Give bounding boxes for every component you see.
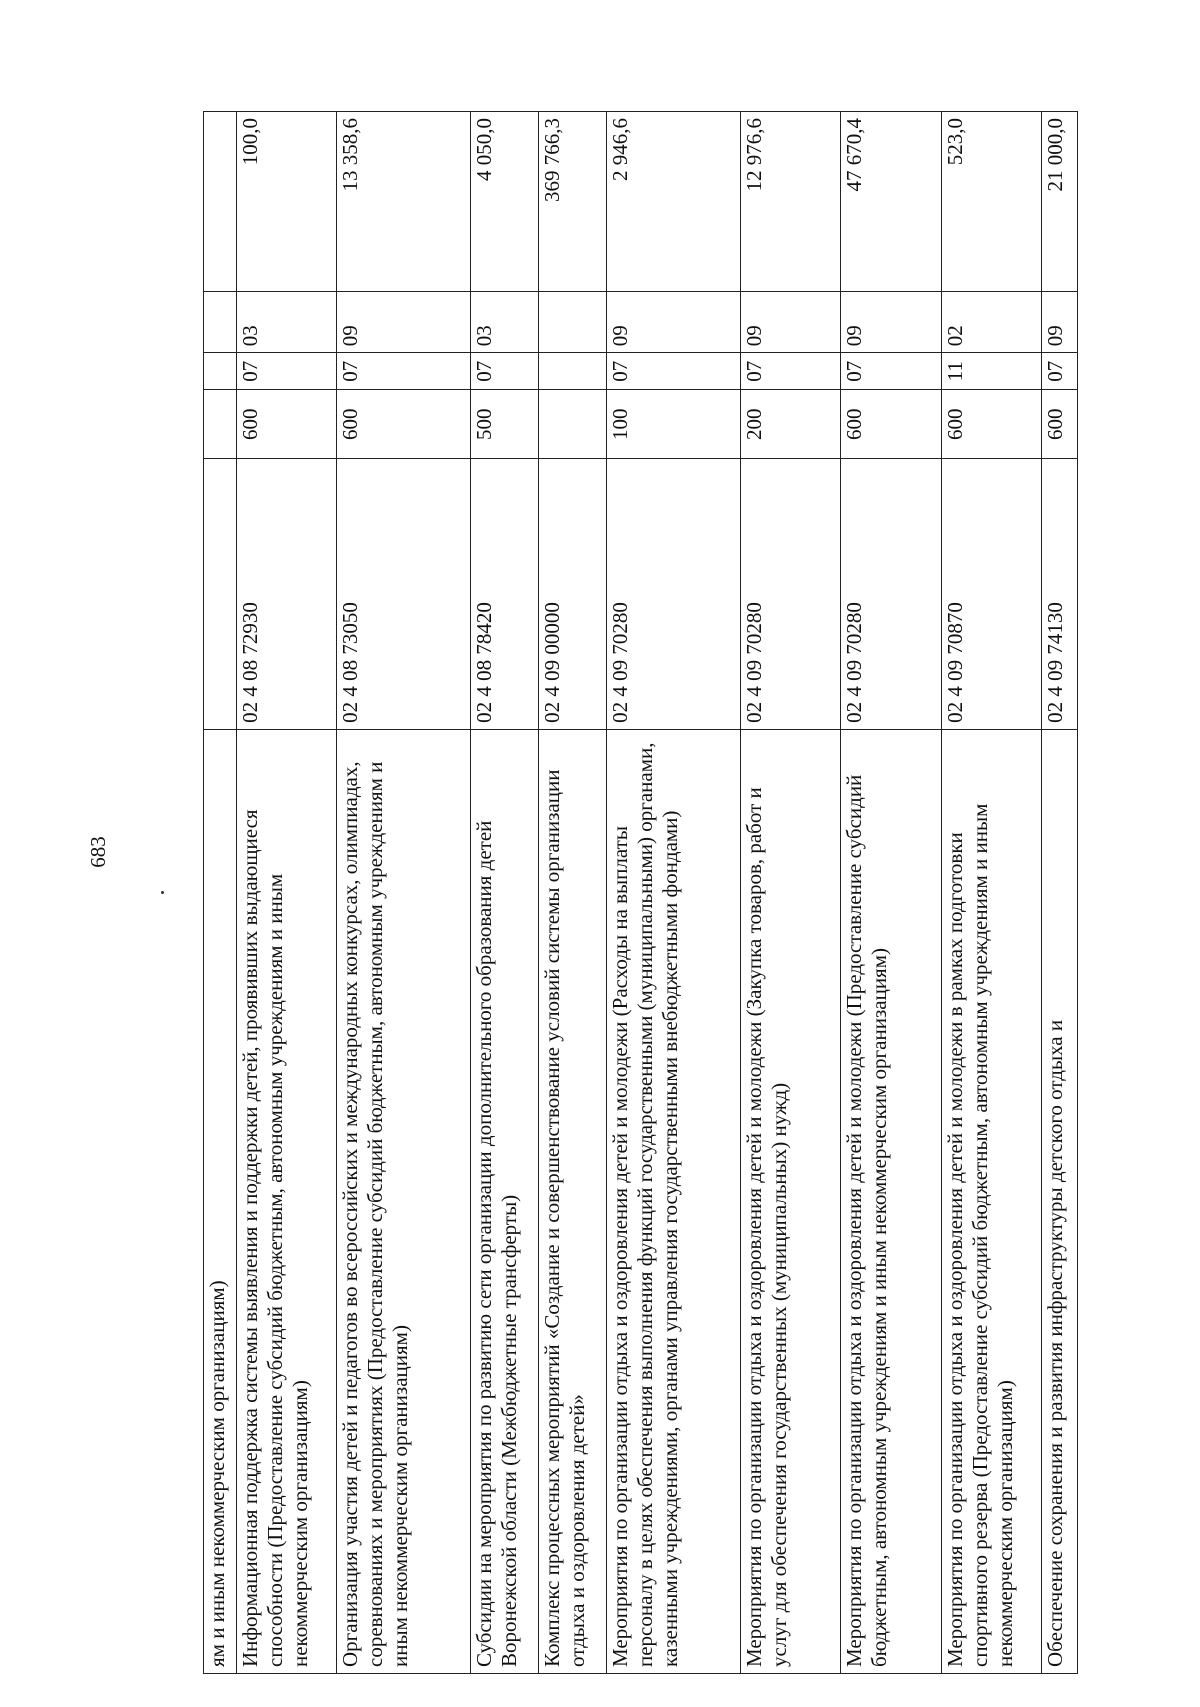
row-section-cell: 07 [606, 353, 740, 390]
row-section-cell: 07 [1041, 353, 1077, 390]
row-code-cell: 02 4 09 70280 [606, 459, 740, 730]
row-section-cell: 07 [471, 353, 539, 390]
row-expense-type-cell: 600 [1041, 390, 1077, 459]
row-code-cell: 02 4 08 78420 [471, 459, 539, 730]
row-sum-cell: 100,0 [236, 112, 336, 292]
row-code-cell: 02 4 08 73050 [337, 459, 471, 730]
budget-table [203, 111, 1078, 1674]
row-name-cell: Мероприятия по организации отдыха и оздоровления детей и молодежи в рамках подготовки спортивного резерва (Предоставление субсидий бюджетным, автономным учреждениям и иным некоммерческим организациям) [941, 729, 1041, 1673]
row-sum-cell: 47 670,4 [841, 112, 941, 292]
row-sum-cell: 4 050,0 [471, 112, 539, 292]
row-code-cell: 02 4 09 70280 [740, 459, 840, 730]
row-expense-type-cell: 600 [941, 390, 1041, 459]
row-expense-type-cell: 600 [841, 390, 941, 459]
row-expense-type-cell: 200 [740, 390, 840, 459]
row-subsection-cell [538, 291, 606, 353]
row-sum-cell [204, 112, 237, 292]
row-section-cell [204, 353, 237, 390]
table-row [471, 112, 539, 1674]
row-subsection-cell: 09 [337, 291, 471, 353]
row-expense-type-cell: 600 [337, 390, 471, 459]
row-section-cell: 07 [740, 353, 840, 390]
row-expense-type-cell: 100 [606, 390, 740, 459]
row-section-cell: 11 [941, 353, 1041, 390]
row-subsection-cell [204, 291, 237, 353]
row-expense-type-cell [204, 390, 237, 459]
row-code-cell: 02 4 09 70870 [941, 459, 1041, 730]
row-code-cell: 02 4 09 74130 [1041, 459, 1077, 730]
row-code-cell [204, 459, 237, 730]
row-name-cell: Мероприятия по организации отдыха и оздоровления детей и молодежи (Закупка товаров, работ и услуг для обеспечения государственных (муниципальных) нужд) [740, 729, 840, 1673]
row-subsection-cell: 09 [740, 291, 840, 353]
table-row [204, 112, 237, 1674]
row-name-cell: Мероприятия по организации отдыха и оздоровления детей и молодежи (Расходы на выплаты персоналу в целях обеспечения выполнения функций государственными (муниципальными) органами, казенными учреждениями, органами управления государственными внебюджетными фондами) [606, 729, 740, 1673]
table-row [337, 112, 471, 1674]
row-expense-type-cell: 600 [236, 390, 336, 459]
row-subsection-cell: 09 [841, 291, 941, 353]
row-name-cell: ям и иным некоммерческим организациям) [204, 729, 237, 1673]
table-row [841, 112, 941, 1674]
row-name-cell: Обеспечение сохранения и развития инфраструктуры детского отдыха и [1041, 729, 1077, 1673]
row-section-cell: 07 [236, 353, 336, 390]
row-sum-cell: 523,0 [941, 112, 1041, 292]
row-name-cell: Субсидии на мероприятия по развитию сети организации дополнительного образования детей Воронежской области (Межбюджетные трансферты) [471, 729, 539, 1673]
row-code-cell: 02 4 08 72930 [236, 459, 336, 730]
row-expense-type-cell [538, 390, 606, 459]
row-name-cell: Информационная поддержка системы выявления и поддержки детей, проявивших выдающиеся способности (Предоставление субсидий бюджетным, автономным учреждениям и иным некоммерческим организациям) [236, 729, 336, 1673]
row-code-cell: 02 4 09 00000 [538, 459, 606, 730]
table-row [1041, 112, 1077, 1674]
row-sum-cell: 21 000,0 [1041, 112, 1077, 292]
row-sum-cell: 2 946,6 [606, 112, 740, 292]
row-name-cell: Комплекс процессных мероприятий «Создание и совершенствование условий системы организации отдыха и оздоровления детей» [538, 729, 606, 1673]
row-code-cell: 02 4 09 70280 [841, 459, 941, 730]
row-sum-cell: 13 358,6 [337, 112, 471, 292]
row-sum-cell: 12 976,6 [740, 112, 840, 292]
table-row [941, 112, 1041, 1674]
table-row [538, 112, 606, 1674]
row-subsection-cell: 02 [941, 291, 1041, 353]
page-number: 683 [86, 836, 110, 868]
row-section-cell: 07 [841, 353, 941, 390]
row-subsection-cell: 03 [471, 291, 539, 353]
row-subsection-cell: 09 [1041, 291, 1077, 353]
row-sum-cell: 369 766,3 [538, 112, 606, 292]
table-row [740, 112, 840, 1674]
row-subsection-cell: 09 [606, 291, 740, 353]
row-name-cell: Организация участия детей и педагогов во всероссийских и международных конкурсах, олимпиадах, соревнованиях и мероприятиях (Предоставление субсидий бюджетным, автономным учреждениям и иным некоммерческим организациям) [337, 729, 471, 1673]
row-expense-type-cell: 500 [471, 390, 539, 459]
table-row [236, 112, 336, 1674]
row-name-cell: Мероприятия по организации отдыха и оздоровления детей и молодежи (Предоставление субсидий бюджетным, автономным учреждениям и иным некоммерческим организациям) [841, 729, 941, 1673]
budget-table-container [203, 111, 1078, 1674]
row-section-cell: 07 [337, 353, 471, 390]
table-row [606, 112, 740, 1674]
scan-speck [161, 891, 164, 894]
row-section-cell [538, 353, 606, 390]
row-subsection-cell: 03 [236, 291, 336, 353]
